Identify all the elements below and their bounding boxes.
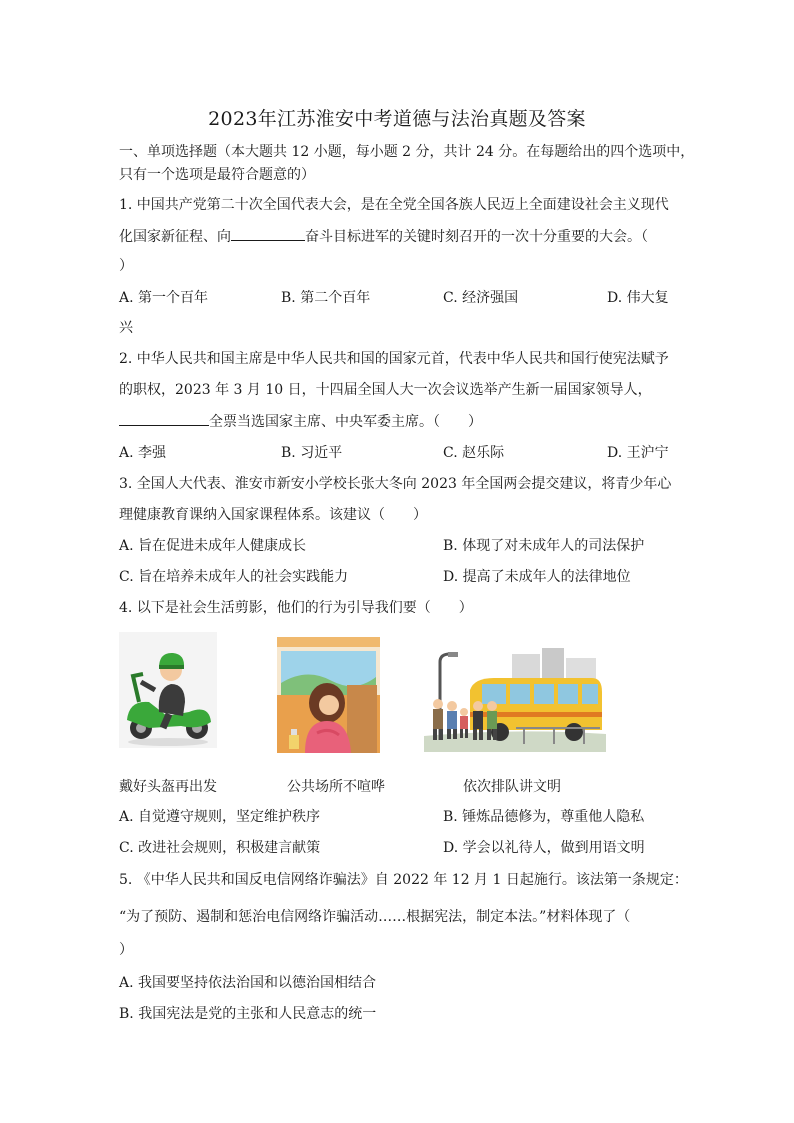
section-header-line-2: 只有一个选项是最符合题意的） — [119, 167, 315, 183]
q2-answer-blank — [119, 411, 209, 426]
q2-line-2: 的职权，2023 年 3 月 10 日，十四届全国人大一次会议选举产生新一届国家领导人， — [119, 382, 652, 398]
q4-option-b: B. 锤炼品德修为，尊重他人隐私 — [443, 809, 645, 825]
q3-option-d: D. 提高了未成年人的法律地位 — [443, 569, 631, 585]
q1-line-2 — [119, 226, 679, 247]
q2-option-b: B. 习近平 — [281, 445, 343, 461]
q5-option-b: B. 我国宪法是党的主张和人民意志的统一 — [119, 1006, 377, 1022]
q3-option-b: B. 体现了对未成年人的司法保护 — [443, 538, 645, 554]
q2-line-3 — [119, 411, 679, 432]
section-header-line-1: 一、单项选择题（本大题共 12 小题，每小题 2 分，共计 24 分。在每题给出的四个选项中， — [119, 144, 695, 160]
q5-line-3: ） — [119, 942, 133, 958]
q3-line-1: 3. 全国人大代表、淮安市新安小学校长张大冬向 2023 年全国两会提交建议，将青少年心 — [119, 476, 672, 492]
q3-option-c: C. 旨在培养未成年人的社会实践能力 — [119, 569, 349, 585]
q4-caption-3: 依次排队讲文明 — [463, 779, 561, 795]
q1-line-3: ） — [119, 258, 133, 274]
quiet-public-place-illustration — [277, 637, 380, 753]
q1-option-d-wrap: 兴 — [119, 320, 133, 336]
q1-line-2-start: 化国家新征程、向 — [119, 229, 231, 245]
q1-option-b: B. 第二个百年 — [281, 290, 371, 306]
q4-caption-1: 戴好头盔再出发 — [119, 779, 217, 795]
q4-option-d: D. 学会以礼待人，做到用语文明 — [443, 840, 645, 856]
q2-option-c: C. 赵乐际 — [443, 445, 505, 461]
q1-option-d: D. 伟大复 — [607, 290, 669, 306]
q2-option-a: A. 李强 — [119, 445, 167, 461]
q1-option-a: A. 第一个百年 — [119, 290, 209, 306]
q5-line-1: 5. 《中华人民共和国反电信网络诈骗法》自 2022 年 12 月 1 日起施行。该法第一条规定： — [119, 872, 688, 888]
scooter-helmet-illustration — [119, 632, 217, 748]
q4-caption-2: 公共场所不喧哗 — [287, 779, 385, 795]
q5-option-a: A. 我国要坚持依法治国和以德治国相结合 — [119, 975, 377, 991]
q4-line-1: 4. 以下是社会生活剪影，他们的行为引导我们要（ ） — [119, 600, 473, 616]
q2-line-1: 2. 中华人民共和国主席是中华人民共和国的国家元首，代表中华人民共和国行使宪法赋予 — [119, 351, 669, 367]
q2-line-3-text: 全票当选国家主席、中央军委主席。（ ） — [209, 414, 482, 430]
q4-option-a: A. 自觉遵守规则，坚定维护秩序 — [119, 809, 321, 825]
q1-line-2-end: 奋斗目标进军的关键时刻召开的一次十分重要的大会。（ — [305, 229, 648, 245]
q1-option-c: C. 经济强国 — [443, 290, 519, 306]
q4-option-c: C. 改进社会规则，积极建言献策 — [119, 840, 321, 856]
q2-option-d: D. 王沪宁 — [607, 445, 669, 461]
q1-line-1: 1. 中国共产党第二十次全国代表大会，是在全党全国各族人民迈上全面建设社会主义现代 — [119, 197, 669, 213]
bus-queue-illustration — [424, 648, 606, 752]
q5-line-2: “为了预防、遏制和惩治电信网络诈骗活动……根据宪法，制定本法。”材料体现了（ — [119, 909, 631, 925]
q1-answer-blank — [231, 226, 305, 241]
q3-line-2: 理健康教育课纳入国家课程体系。该建议（ ） — [119, 507, 427, 523]
q3-option-a: A. 旨在促进未成年人健康成长 — [119, 538, 307, 554]
document-title: 2023年江苏淮安中考道德与法治真题及答案 — [208, 108, 586, 130]
